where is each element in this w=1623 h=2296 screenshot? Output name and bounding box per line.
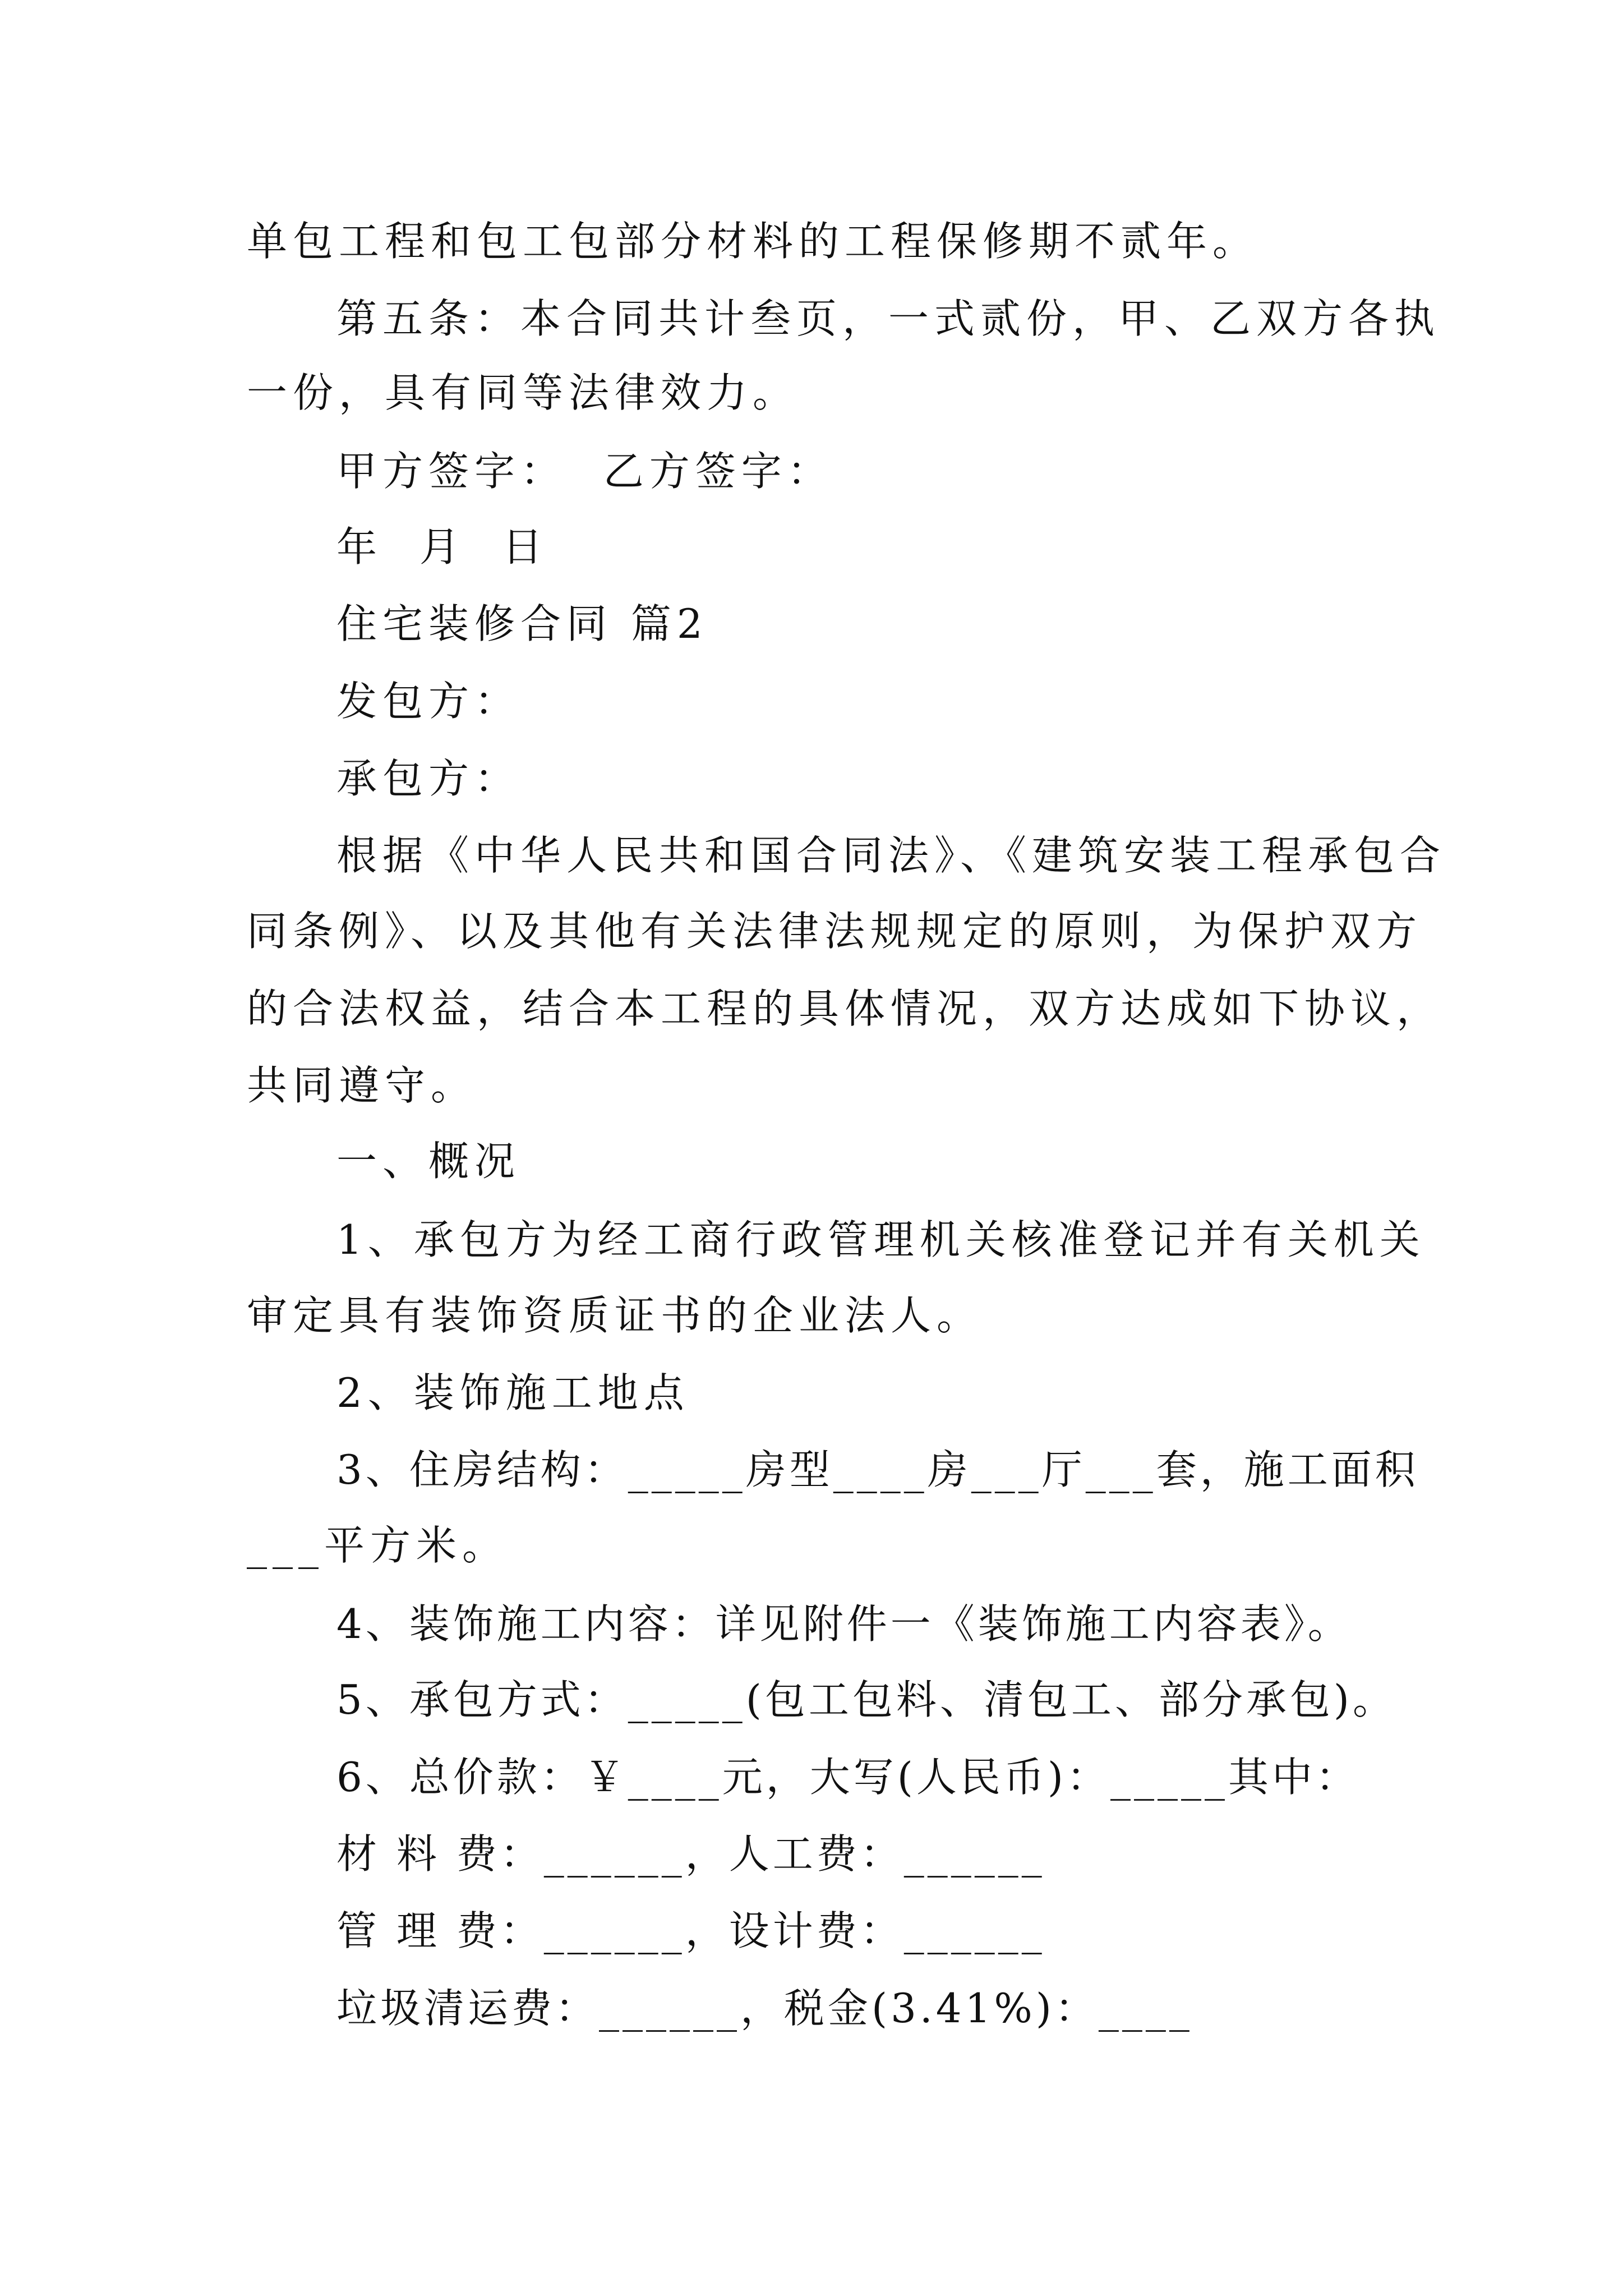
text-line: 6、总价款：￥____元，大写(人民币)：_____其中： <box>336 1754 1359 1801</box>
text-line: 管 理 费：______，设计费：______ <box>336 1907 1045 1954</box>
text-line: 同条例》、以及其他有关法律法规规定的原则，为保护双方 <box>247 908 1423 955</box>
text-line: 发包方： <box>336 678 521 725</box>
text-line: 5、承包方式：_____(包工包料、清包工、部分承包)。 <box>336 1676 1396 1723</box>
section-heading: 一、概况 <box>336 1138 521 1185</box>
text-line: 审定具有装饰资质证书的企业法人。 <box>247 1292 983 1339</box>
text-line: 单包工程和包工包部分材料的工程保修期不贰年。 <box>247 218 1259 265</box>
text-line: ___平方米。 <box>247 1522 509 1569</box>
text-line: 一份，具有同等法律效力。 <box>247 369 799 416</box>
text-line: 垃圾清运费：______，税金(3.41%)：____ <box>336 1985 1193 2032</box>
text-line: 第五条：本合同共计叁页，一式贰份，甲、乙双方各执 <box>336 295 1441 342</box>
text-line: 4、装饰施工内容：详见附件一《装饰施工内容表》。 <box>336 1600 1352 1648</box>
text-line: 甲方签字： 乙方签字： <box>336 448 833 495</box>
text-line: 2、装饰施工地点 <box>336 1369 690 1416</box>
text-line: 根据《中华人民共和国合同法》、《建筑安装工程承包合 <box>336 832 1446 879</box>
text-line: 承包方： <box>336 755 521 802</box>
text-line: 年 月 日 <box>336 523 548 570</box>
section-title: 住宅装修合同 篇2 <box>336 600 708 647</box>
text-line: 共同遵守。 <box>247 1062 477 1109</box>
text-line: 材 料 费：______，人工费：______ <box>336 1830 1045 1878</box>
text-line: 3、住房结构：_____房型____房___厅___套，施工面积 <box>336 1446 1419 1493</box>
text-line: 的合法权益，结合本工程的具体情况，双方达成如下协议， <box>247 985 1443 1032</box>
text-line: 1、承包方为经工商行政管理机关核准登记并有关机关 <box>336 1216 1426 1263</box>
